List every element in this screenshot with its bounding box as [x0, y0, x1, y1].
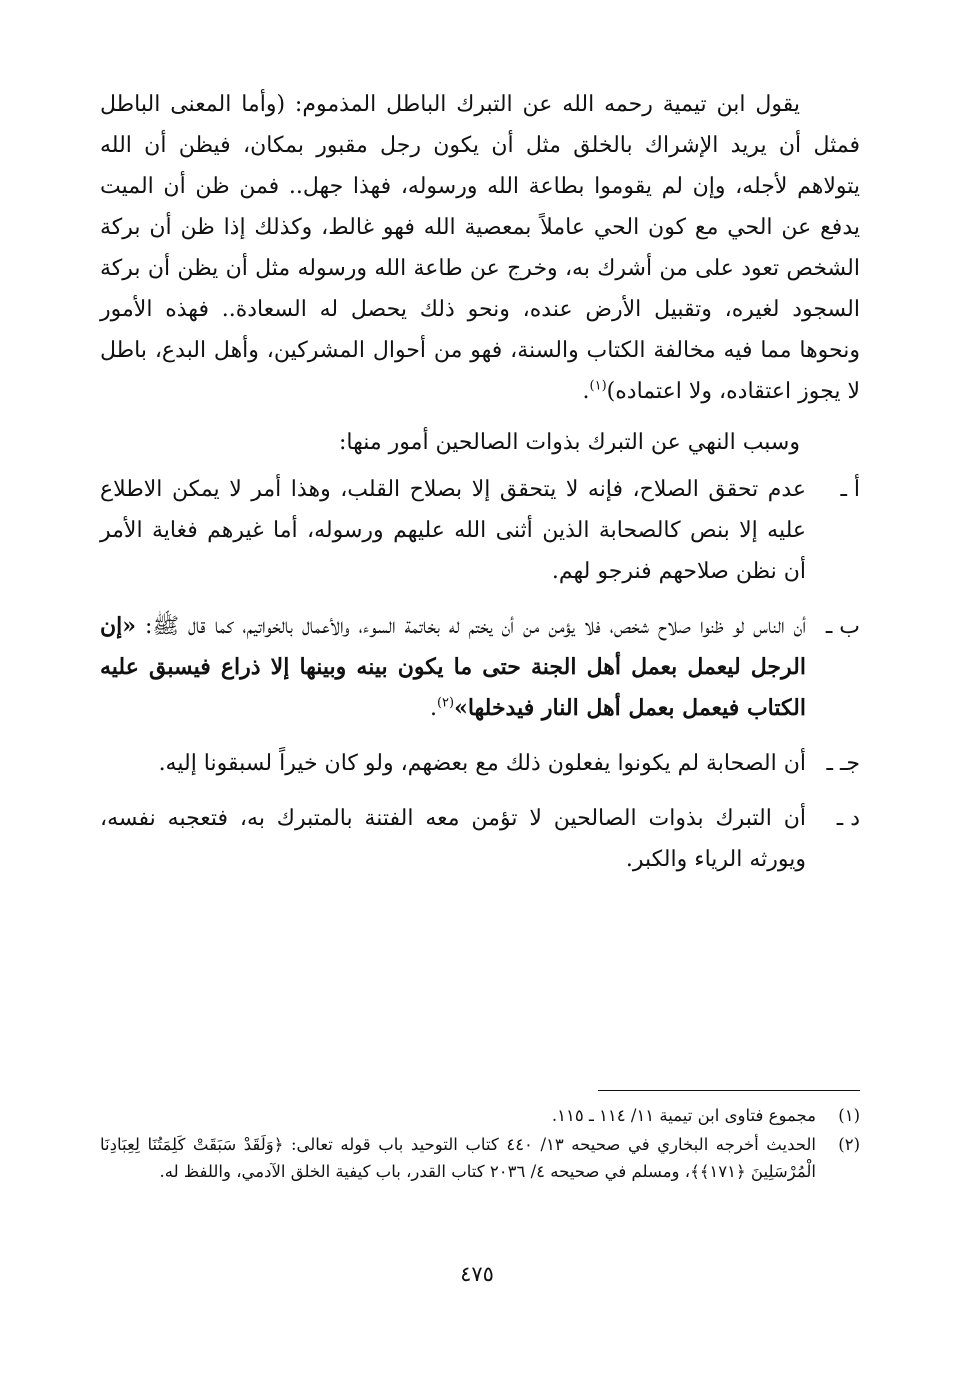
item-letter: جـ ـ — [826, 751, 860, 776]
item-text: أن الناس لو ظنوا صلاح شخص، فلا يؤمن من أن يختم له بخاتمة السوء، والأعمال بالخواتيم، كما قال ﷺ: — [136, 614, 806, 639]
footnotes — [100, 1102, 860, 1187]
footnote-1 — [100, 1102, 860, 1129]
ibn-taymiyyah-quote-paragraph — [100, 84, 860, 412]
item-end: . — [429, 696, 437, 721]
hadith-quote: «إن الرجل ليعمل بعمل أهل الجنة حتى ما يكون بينه وبينها إلا ذراع فيسبق عليه الكتاب فيعمل بعمل أهل النار فيدخلها» — [100, 613, 806, 721]
list-item — [100, 606, 860, 729]
quote-text: يقول ابن تيمية رحمه الله عن التبرك الباطل المذموم: (وأما المعنى الباطل فمثل أن يريد الإشراك بالخلق مثل أن يكون رجل مقبور بمكان، فيظن أن الله يتولاهم لأجله، وإن لم يقوموا بطاعة الله ورسوله، فهذا جهل.. فمن ظن أن الميت يدفع عن الحي مع كون الحي عاملاً بمعصية الله فهو غالط، وكذلك إذا ظن أن بركة الشخص تعود على من أشرك به، وخرج عن طاعة الله ورسوله مثل أن يظن أن بركة السجود لغيره، وتقبيل الأرض عنده، ونحو ذلك يحصل له السعادة.. فهذه الأمور ونحوها مما فيه مخالفة الكتاب والسنة، فهو من أحوال المشركين، وأهل البدع، باطل لا يجوز اعتقاده، ولا اعتماده) — [100, 92, 860, 404]
reasons-list — [100, 469, 860, 880]
paragraph-end: . — [582, 379, 590, 404]
item-letter: أ ـ — [840, 477, 860, 502]
item-text: أن التبرك بذوات الصالحين لا تؤمن معه الفتنة بالمتبرك به، فتعجبه نفسه، ويورثه الرياء والكبر. — [100, 806, 806, 872]
main-text — [100, 84, 860, 894]
item-letter: ب ـ — [825, 614, 860, 639]
footnote-text: مجموع فتاوى ابن تيمية ١١/ ١١٤ ـ ١١٥. — [551, 1106, 816, 1125]
list-item — [100, 469, 860, 592]
footnote-divider — [598, 1090, 860, 1091]
footnote-number: (٢) — [838, 1135, 860, 1154]
list-item — [100, 798, 860, 880]
item-text: عدم تحقق الصلاح، فإنه لا يتحقق إلا بصلاح القلب، وهذا أمر لا يمكن الاطلاع عليه إلا بنص كالصحابة الذين أثنى الله عليهم ورسوله، أما غيرهم فغاية الأمر أن نظن صلاحهم فنرجو لهم. — [100, 477, 806, 584]
item-letter: د ـ — [836, 806, 860, 831]
item-text: أن الصحابة لم يكونوا يفعلون ذلك مع بعضهم، ولو كان خيراً لسبقونا إليه. — [158, 751, 806, 776]
list-item — [100, 743, 860, 784]
footnote-ref-2: (٢) — [436, 695, 455, 711]
reasons-intro: وسبب النهي عن التبرك بذوات الصالحين أمور منها: — [339, 430, 800, 455]
item-body — [100, 606, 806, 729]
footnote-2 — [100, 1131, 860, 1185]
footnote-text: الحديث أخرجه البخاري في صحيحه ١٣/ ٤٤٠ كتاب التوحيد باب قوله تعالى: ﴿وَلَقَدْ سَبَقَتْ كَلِمَتُنَا لِعِبَادِنَا الْمُرْسَلِينَ ﴿١٧١﴾﴾، ومسلم في صحيحه ٤/ ٢٠٣٦ كتاب القدر، باب كيفية الخلق الآدمي، واللفظ له. — [100, 1135, 816, 1181]
page-number: ٤٧٥ — [460, 1262, 494, 1286]
footnote-number: (١) — [838, 1106, 860, 1125]
footnote-ref-1: (١) — [589, 378, 607, 394]
